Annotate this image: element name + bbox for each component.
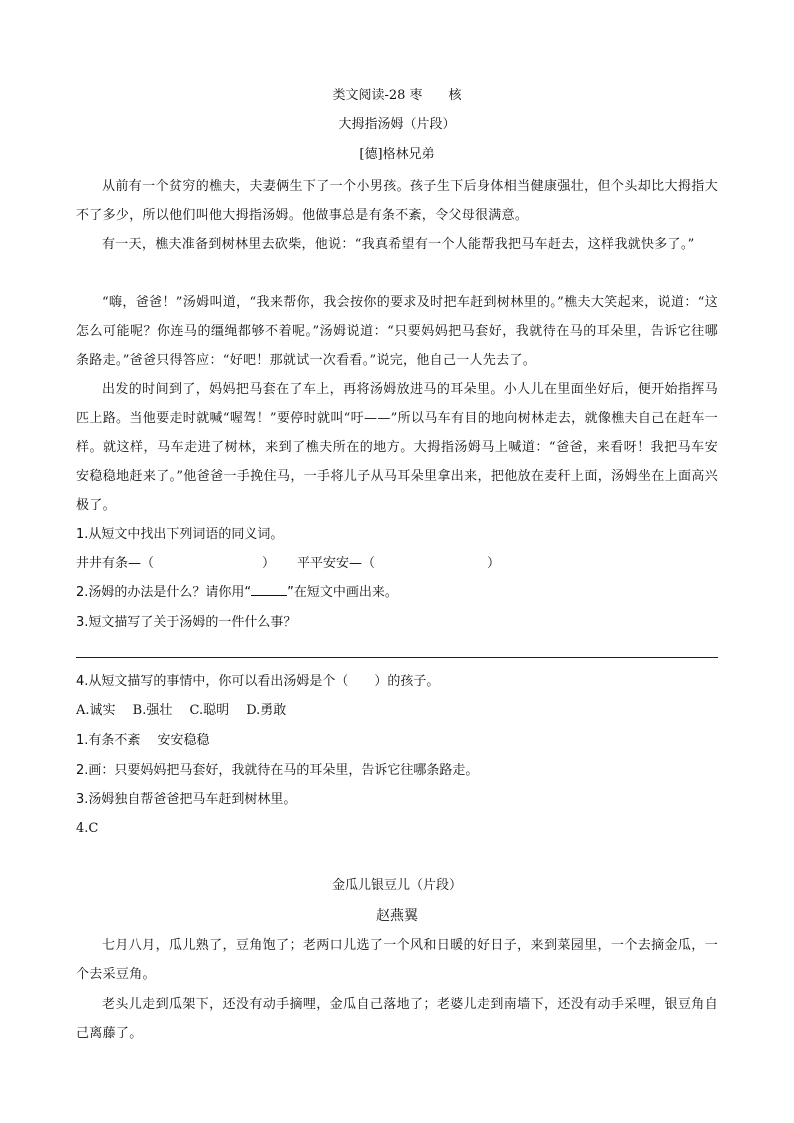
underline-mark bbox=[251, 583, 287, 596]
passage-2-author: 赵燕翼 bbox=[376, 908, 418, 924]
passage-2-title: 金瓜儿银豆儿（片段） bbox=[331, 878, 462, 893]
answer-2: 2.画：只要妈妈把马套好，我就待在马的耳朵里，告诉它往哪条路走。 bbox=[76, 763, 479, 778]
paragraph-1: 从前有一个贫穷的樵夫，夫妻俩生下了一个小男孩。孩子生下后身体相当健康强壮，但个头却比大拇指大不了多少，所以他们叫他大拇指汤姆。他做事总是有条不紊，令父母很满意。 bbox=[76, 179, 718, 223]
passage-2-paragraph-2: 老头儿走到瓜架下，还没有动手摘哩，金瓜自己落地了；老婆儿走到南墙下，还没有动手采哩，银豆角自己离藤了。 bbox=[76, 997, 718, 1041]
answer-4: 4.C bbox=[76, 821, 99, 836]
answer-1: 1.有条不紊 安安稳稳 bbox=[76, 733, 210, 748]
question-1-row bbox=[76, 554, 500, 574]
question-1: 1.从短文中找出下列词语的同义词。 bbox=[76, 527, 284, 542]
document-header: 类文阅读-28 枣 核 bbox=[332, 88, 462, 103]
synonym-close-b: ） bbox=[487, 556, 501, 571]
passage-author: [德]格林兄弟 bbox=[359, 147, 435, 162]
passage-2-paragraph-1: 七月八月，瓜儿熟了，豆角饱了；老两口儿选了一个风和日暖的好日子，来到菜园里，一个去摘金瓜，一个去采豆角。 bbox=[76, 938, 718, 982]
passage-title: 大拇指汤姆（片段） bbox=[338, 117, 456, 132]
question-2 bbox=[76, 583, 398, 603]
paragraph-3: “嗨，爸爸！”汤姆叫道，“我来帮你，我会按你的要求及时把车赶到树林里的。”樵夫大笑起来，说道：“这怎么可能呢？你连马的缰绳都够不着呢。”汤姆说道：“只要妈妈把马套好，我就待在马的耳朵里，告诉它往哪条路走。”爸爸只得答应：“好吧！那就试一次看看。”说完，他自己一人先去了。 bbox=[76, 295, 718, 368]
question-2-suffix: ”在短文中画出来。 bbox=[287, 585, 398, 600]
question-2-prefix: 2.汤姆的办法是什么？请你用“ bbox=[76, 585, 252, 600]
synonym-word-b: 平平安安—（ bbox=[297, 556, 376, 571]
answer-line[interactable] bbox=[76, 657, 718, 658]
question-3: 3.短文描写了关于汤姆的一件什么事？ bbox=[76, 615, 297, 630]
paragraph-4: 出发的时间到了，妈妈把马套在了车上，再将汤姆放进马的耳朵里。小人儿在里面坐好后，便开始指挥马匹上路。当他要走时就喊“喔驾！”要停时就叫“吁——”所以马车有目的地向树林走去，就像樵夫自己在赶车一样。就这样，马车走进了树林，来到了樵夫所在的地方。大拇指汤姆马上喊道：“爸爸，来看呀！我把马车安安稳稳地赶来了。”他爸爸一手挽住马，一手将儿子从马耳朵里拿出来，把他放在麦秆上面，汤姆坐在上面高兴极了。 bbox=[76, 382, 718, 513]
synonym-word-a: 井井有条—（ bbox=[76, 556, 155, 571]
question-4-options: A.诚实 B.强壮 C.聪明 D.勇敢 bbox=[76, 703, 287, 718]
question-4: 4.从短文描写的事情中，你可以看出汤姆是个（ ）的孩子。 bbox=[76, 674, 440, 689]
synonym-close-a: ） bbox=[262, 556, 276, 571]
paragraph-2: 有一天，樵夫准备到树林里去砍柴，他说：“我真希望有一个人能帮我把马车赶去，这样我就快多了。” bbox=[102, 237, 695, 252]
answer-3: 3.汤姆独自帮爸爸把马车赶到树林里。 bbox=[76, 792, 297, 807]
